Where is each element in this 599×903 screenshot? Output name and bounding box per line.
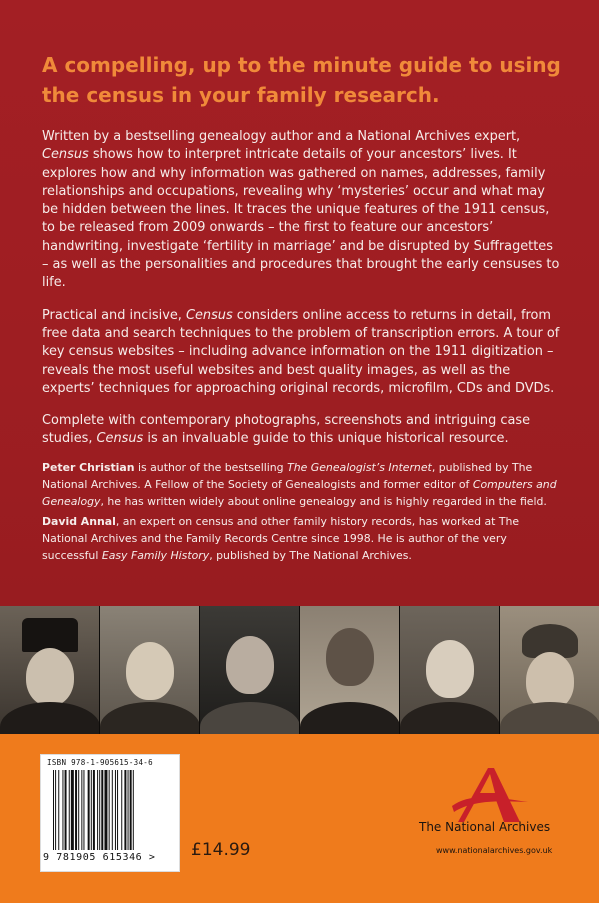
boy-portrait (200, 606, 300, 734)
barcode-bars (53, 770, 169, 850)
dress (400, 702, 500, 734)
text-run: , an expert on census and other family history records, has worked at The National Archives and the Family Records Centre since 1998. He is author of the very successful (42, 514, 520, 563)
book-title: Census (185, 307, 233, 323)
elderly-woman-portrait (400, 606, 500, 734)
author-bio-2 (42, 513, 562, 565)
face (326, 628, 374, 686)
text-run: is an invaluable guide to this unique historical resource. (143, 431, 509, 447)
text-run: Practical and incisive, (42, 307, 186, 323)
headline: A compelling, up to the minute guide to using the census in your family research. (42, 53, 561, 107)
description-paragraph-2 (42, 307, 562, 398)
text-run: is author of the bestselling (134, 461, 288, 474)
book-title: Census (96, 431, 144, 447)
face (426, 640, 474, 698)
national-archives-logo-icon (450, 766, 530, 826)
publisher-url: www.nationalarchives.gov.uk (436, 846, 553, 855)
face (226, 636, 274, 694)
woman-portrait (100, 606, 200, 734)
description-paragraph-1 (42, 128, 562, 293)
author-name: Peter Christian (42, 461, 135, 474)
book-title: The Genealogist’s Internet (287, 461, 432, 474)
jacket (300, 702, 400, 734)
portrait-strip (0, 606, 599, 734)
isbn-barcode (40, 754, 180, 872)
text-run: Complete with contemporary photographs, screenshots and intriguing case studies, (42, 413, 531, 447)
author-bio-1 (42, 459, 562, 511)
coat (0, 702, 100, 734)
back-cover-orange-panel (0, 734, 599, 903)
isbn-text: ISBN 978-1-905615-34-6 (47, 758, 153, 767)
book-title: Easy Family History (101, 549, 210, 563)
text-run: Written by a bestselling genealogy author and a National Archives expert, (42, 129, 521, 144)
man-top-hat-portrait (0, 606, 100, 734)
author-name: David Annal (42, 514, 116, 528)
publisher-name: The National Archives (419, 820, 551, 834)
barcode-digits: 9 781905 615346 > (43, 852, 156, 863)
text-run: shows how to interpret intricate details of your ancestors’ lives. It explores how and why information was gathered on names, addresses, family relationships and occupations, revealing why ‘mysteries’ occur and what may be hidden between the lines. It traces the unique features of the 1911 census, to be released from 2009 onwards – the first to feature our ancestors’ handwriting, investigate ‘fertility in marriage’ and be disrupted by Suffragettes – as well as the personalities and procedures that brought the early censuses to life. (42, 147, 560, 291)
text-run: , published by The National Archives. (209, 549, 412, 563)
face (26, 648, 74, 706)
text-run: , published by The National Archives. A Fellow of the Society of Genealogists and former editor of (42, 461, 533, 492)
young-man-portrait (300, 606, 400, 734)
jacket (500, 702, 599, 734)
price: £14.99 (191, 840, 251, 860)
face (126, 642, 174, 700)
text-run: , he has written widely about online genealogy and is highly regarded in the field. (100, 495, 547, 509)
description (42, 128, 562, 463)
author-bios (42, 459, 562, 566)
text-run: considers online access to returns in detail, from free data and search techniques to the problem of transcription errors. A tour of key census websites – including advance information on the 1911 digitization – reveals the most useful websites and best quality images, as well as the experts’ techniques for approaching original records, microfilm, CDs and DVDs. (42, 307, 560, 396)
dress (100, 702, 200, 734)
description-paragraph-3 (42, 412, 562, 449)
top-hat (22, 618, 78, 652)
jacket (200, 702, 300, 734)
boy-cap-portrait (500, 606, 599, 734)
book-title: Census (42, 147, 89, 163)
magazine-title: Computers and Genealogy (42, 478, 557, 509)
